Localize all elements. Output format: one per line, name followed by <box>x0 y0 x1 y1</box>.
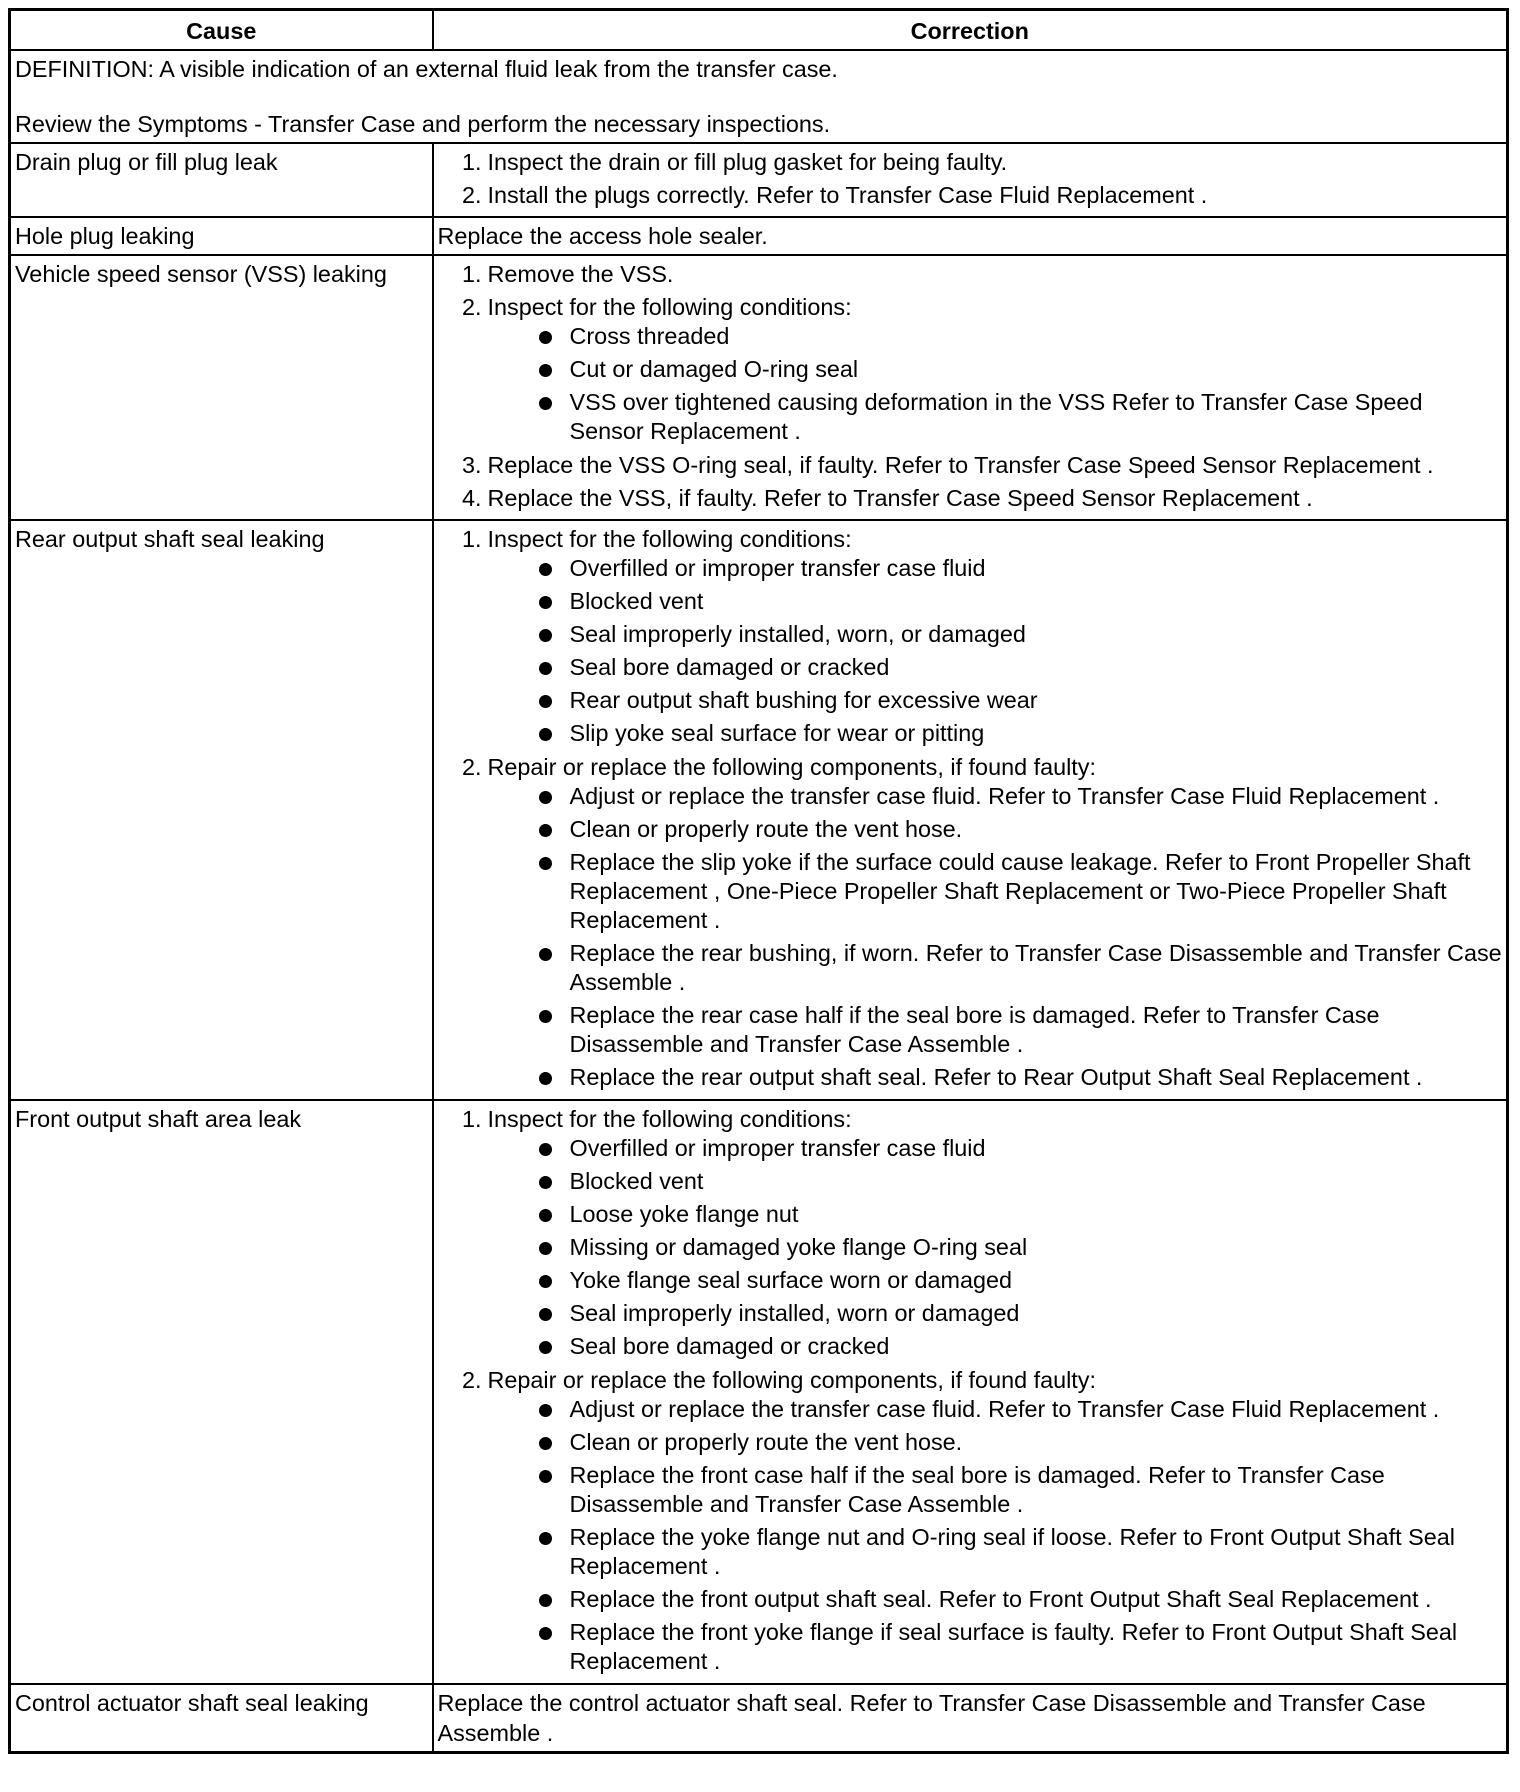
correction-header: Correction <box>433 10 1508 51</box>
bullet-item <box>538 620 1503 649</box>
step-item <box>448 147 1503 177</box>
correction-cell <box>433 1100 1508 1684</box>
bullet-item <box>538 1167 1503 1196</box>
bullet-text: Replace the front output shaft seal. Refer to Front Output Shaft Seal Replacement . <box>569 1586 1432 1612</box>
bullet-dot-icon <box>539 1176 552 1189</box>
bullet-item <box>538 1461 1503 1519</box>
bullet-text: Overfilled or improper transfer case fluid <box>569 555 986 581</box>
bullet-text: Missing or damaged yoke flange O-ring seal <box>569 1234 1028 1260</box>
bullet-item <box>538 1332 1503 1361</box>
bullet-text: Rear output shaft bushing for excessive wear <box>569 687 1038 713</box>
step-text: Install the plugs correctly. Refer to Transfer Case Fluid Replacement . <box>487 182 1208 208</box>
step-text: Inspect for the following conditions: <box>487 1106 852 1132</box>
bullet-text: Seal bore damaged or cracked <box>569 1333 890 1359</box>
bullet-text: Replace the rear bushing, if worn. Refer to Transfer Case Disassemble and Transfer Case Assemble . <box>569 940 1502 995</box>
bullet-text: Seal bore damaged or cracked <box>569 654 890 680</box>
cause-cell: Rear output shaft seal leaking <box>10 520 433 1100</box>
bullet-dot-icon <box>539 1242 552 1255</box>
bullet-text: Cut or damaged O-ring seal <box>569 356 859 382</box>
bullet-item <box>538 1585 1503 1614</box>
correction-cell: Replace the control actuator shaft seal. Refer to Transfer Case Disassemble and Transfer Case Assemble . <box>433 1684 1508 1753</box>
table-row <box>10 255 1508 520</box>
step-list <box>438 524 1503 1092</box>
table-row <box>10 1100 1508 1684</box>
correction-cell <box>433 520 1508 1100</box>
bullet-item <box>538 653 1503 682</box>
bullet-list <box>488 1134 1503 1361</box>
step-item <box>448 483 1503 513</box>
step-item <box>448 259 1503 289</box>
bullet-item <box>538 388 1503 446</box>
step-item <box>448 450 1503 480</box>
correction-cell <box>433 255 1508 520</box>
bullet-dot-icon <box>539 1627 552 1640</box>
step-number: 3. <box>461 452 482 478</box>
bullet-dot-icon <box>539 824 552 837</box>
bullet-dot-icon <box>539 331 552 344</box>
bullet-dot-icon <box>539 596 552 609</box>
step-list <box>438 259 1503 513</box>
bullet-item <box>538 1233 1503 1262</box>
bullet-dot-icon <box>539 695 552 708</box>
definition-text: DEFINITION: A visible indication of an external fluid leak from the transfer case. <box>15 56 838 82</box>
bullet-dot-icon <box>539 857 552 870</box>
bullet-dot-icon <box>539 662 552 675</box>
bullet-dot-icon <box>539 1437 552 1450</box>
bullet-item <box>538 554 1503 583</box>
bullet-dot-icon <box>539 364 552 377</box>
step-list <box>438 1104 1503 1676</box>
cause-cell: Drain plug or fill plug leak <box>10 143 433 217</box>
table-body <box>10 50 1508 1753</box>
step-item <box>448 524 1503 748</box>
bullet-item <box>538 686 1503 715</box>
bullet-text: Replace the slip yoke if the surface could cause leakage. Refer to Front Propeller Shaft Replacement , One-Piece Propeller Shaft Replacement or Two-Piece Propeller Shaft Replacement . <box>569 849 1471 933</box>
step-number: 1. <box>461 261 482 287</box>
bullet-text: Seal improperly installed, worn, or damaged <box>569 621 1026 647</box>
step-text: Replace the VSS, if faulty. Refer to Transfer Case Speed Sensor Replacement . <box>487 485 1313 511</box>
bullet-item <box>538 939 1503 997</box>
cause-cell: Front output shaft area leak <box>10 1100 433 1684</box>
bullet-text: Replace the front yoke flange if seal surface is faulty. Refer to Front Output Shaft Seal Replacement . <box>569 1619 1458 1674</box>
bullet-text: Replace the rear case half if the seal bore is damaged. Refer to Transfer Case Disassemble and Transfer Case Assemble . <box>569 1002 1380 1057</box>
bullet-dot-icon <box>539 1404 552 1417</box>
bullet-item <box>538 1001 1503 1059</box>
step-number: 1. <box>461 1106 482 1132</box>
bullet-dot-icon <box>539 1072 552 1085</box>
bullet-dot-icon <box>539 1470 552 1483</box>
table-row <box>10 217 1508 255</box>
step-text: Remove the VSS. <box>487 261 674 287</box>
step-text: Inspect the drain or fill plug gasket for being faulty. <box>487 149 1008 175</box>
bullet-item <box>538 782 1503 811</box>
bullet-list <box>488 1395 1503 1676</box>
step-number: 2. <box>461 1367 482 1393</box>
step-item <box>448 1104 1503 1361</box>
bullet-list <box>488 554 1503 748</box>
bullet-dot-icon <box>539 563 552 576</box>
diagnostic-table <box>8 8 1509 1754</box>
bullet-item <box>538 848 1503 935</box>
bullet-item <box>538 815 1503 844</box>
bullet-dot-icon <box>539 1275 552 1288</box>
step-text: Inspect for the following conditions: <box>487 294 852 320</box>
bullet-item <box>538 1395 1503 1424</box>
cause-cell: Vehicle speed sensor (VSS) leaking <box>10 255 433 520</box>
bullet-dot-icon <box>539 948 552 961</box>
bullet-item <box>538 1134 1503 1163</box>
bullet-text: VSS over tightened causing deformation in the VSS Refer to Transfer Case Speed Sensor Replacement . <box>569 389 1423 444</box>
cause-header: Cause <box>10 10 433 51</box>
step-list <box>438 147 1503 210</box>
bullet-text: Adjust or replace the transfer case fluid. Refer to Transfer Case Fluid Replacement . <box>569 1396 1440 1422</box>
bullet-item <box>538 1428 1503 1457</box>
bullet-dot-icon <box>539 1143 552 1156</box>
bullet-text: Cross threaded <box>569 323 730 349</box>
header-row <box>10 10 1508 51</box>
step-number: 1. <box>461 149 482 175</box>
step-text: Inspect for the following conditions: <box>487 526 852 552</box>
bullet-item <box>538 1266 1503 1295</box>
step-item <box>448 180 1503 210</box>
bullet-text: Replace the front case half if the seal bore is damaged. Refer to Transfer Case Disassemble and Transfer Case Assemble . <box>569 1462 1385 1517</box>
bullet-text: Replace the rear output shaft seal. Refer to Rear Output Shaft Seal Replacement . <box>569 1064 1423 1090</box>
bullet-dot-icon <box>539 1010 552 1023</box>
bullet-text: Blocked vent <box>569 588 704 614</box>
bullet-text: Clean or properly route the vent hose. <box>569 816 963 842</box>
definition-cell <box>10 50 1508 143</box>
step-number: 4. <box>461 485 482 511</box>
step-item <box>448 752 1503 1092</box>
bullet-dot-icon <box>539 629 552 642</box>
bullet-text: Yoke flange seal surface worn or damaged <box>569 1267 1013 1293</box>
step-item <box>448 1365 1503 1676</box>
bullet-dot-icon <box>539 728 552 741</box>
bullet-item <box>538 1523 1503 1581</box>
bullet-text: Seal improperly installed, worn or damaged <box>569 1300 1020 1326</box>
cause-cell: Control actuator shaft seal leaking <box>10 1684 433 1753</box>
bullet-dot-icon <box>539 1532 552 1545</box>
bullet-dot-icon <box>539 1594 552 1607</box>
step-text: Repair or replace the following components, if found faulty: <box>487 754 1096 780</box>
step-number: 2. <box>461 754 482 780</box>
definition-row <box>10 50 1508 143</box>
bullet-text: Loose yoke flange nut <box>569 1201 799 1227</box>
bullet-item <box>538 1200 1503 1229</box>
bullet-item <box>538 1299 1503 1328</box>
bullet-dot-icon <box>539 1209 552 1222</box>
table-row <box>10 520 1508 1100</box>
step-number: 2. <box>461 294 482 320</box>
bullet-dot-icon <box>539 1308 552 1321</box>
bullet-text: Blocked vent <box>569 1168 704 1194</box>
step-text: Replace the VSS O-ring seal, if faulty. Refer to Transfer Case Speed Sensor Replacement . <box>487 452 1434 478</box>
bullet-text: Replace the yoke flange nut and O-ring seal if loose. Refer to Front Output Shaft Seal Replacement . <box>569 1524 1455 1579</box>
bullet-item <box>538 1063 1503 1092</box>
step-item <box>448 292 1503 446</box>
bullet-text: Adjust or replace the transfer case fluid. Refer to Transfer Case Fluid Replacement . <box>569 783 1440 809</box>
correction-cell <box>433 143 1508 217</box>
bullet-list <box>488 782 1503 1092</box>
bullet-dot-icon <box>539 791 552 804</box>
bullet-item <box>538 719 1503 748</box>
bullet-text: Clean or properly route the vent hose. <box>569 1429 963 1455</box>
bullet-text: Slip yoke seal surface for wear or pitting <box>569 720 985 746</box>
bullet-item <box>538 587 1503 616</box>
table-row <box>10 1684 1508 1753</box>
table-row <box>10 143 1508 217</box>
step-number: 2. <box>461 182 482 208</box>
step-number: 1. <box>461 526 482 552</box>
bullet-dot-icon <box>539 397 552 410</box>
correction-cell: Replace the access hole sealer. <box>433 217 1508 255</box>
bullet-dot-icon <box>539 1341 552 1354</box>
bullet-text: Overfilled or improper transfer case fluid <box>569 1135 986 1161</box>
bullet-list <box>488 322 1503 446</box>
bullet-item <box>538 1618 1503 1676</box>
step-text: Repair or replace the following components, if found faulty: <box>487 1367 1096 1393</box>
bullet-item <box>538 322 1503 351</box>
bullet-item <box>538 355 1503 384</box>
review-text: Review the Symptoms - Transfer Case and perform the necessary inspections. <box>15 111 831 137</box>
cause-cell: Hole plug leaking <box>10 217 433 255</box>
